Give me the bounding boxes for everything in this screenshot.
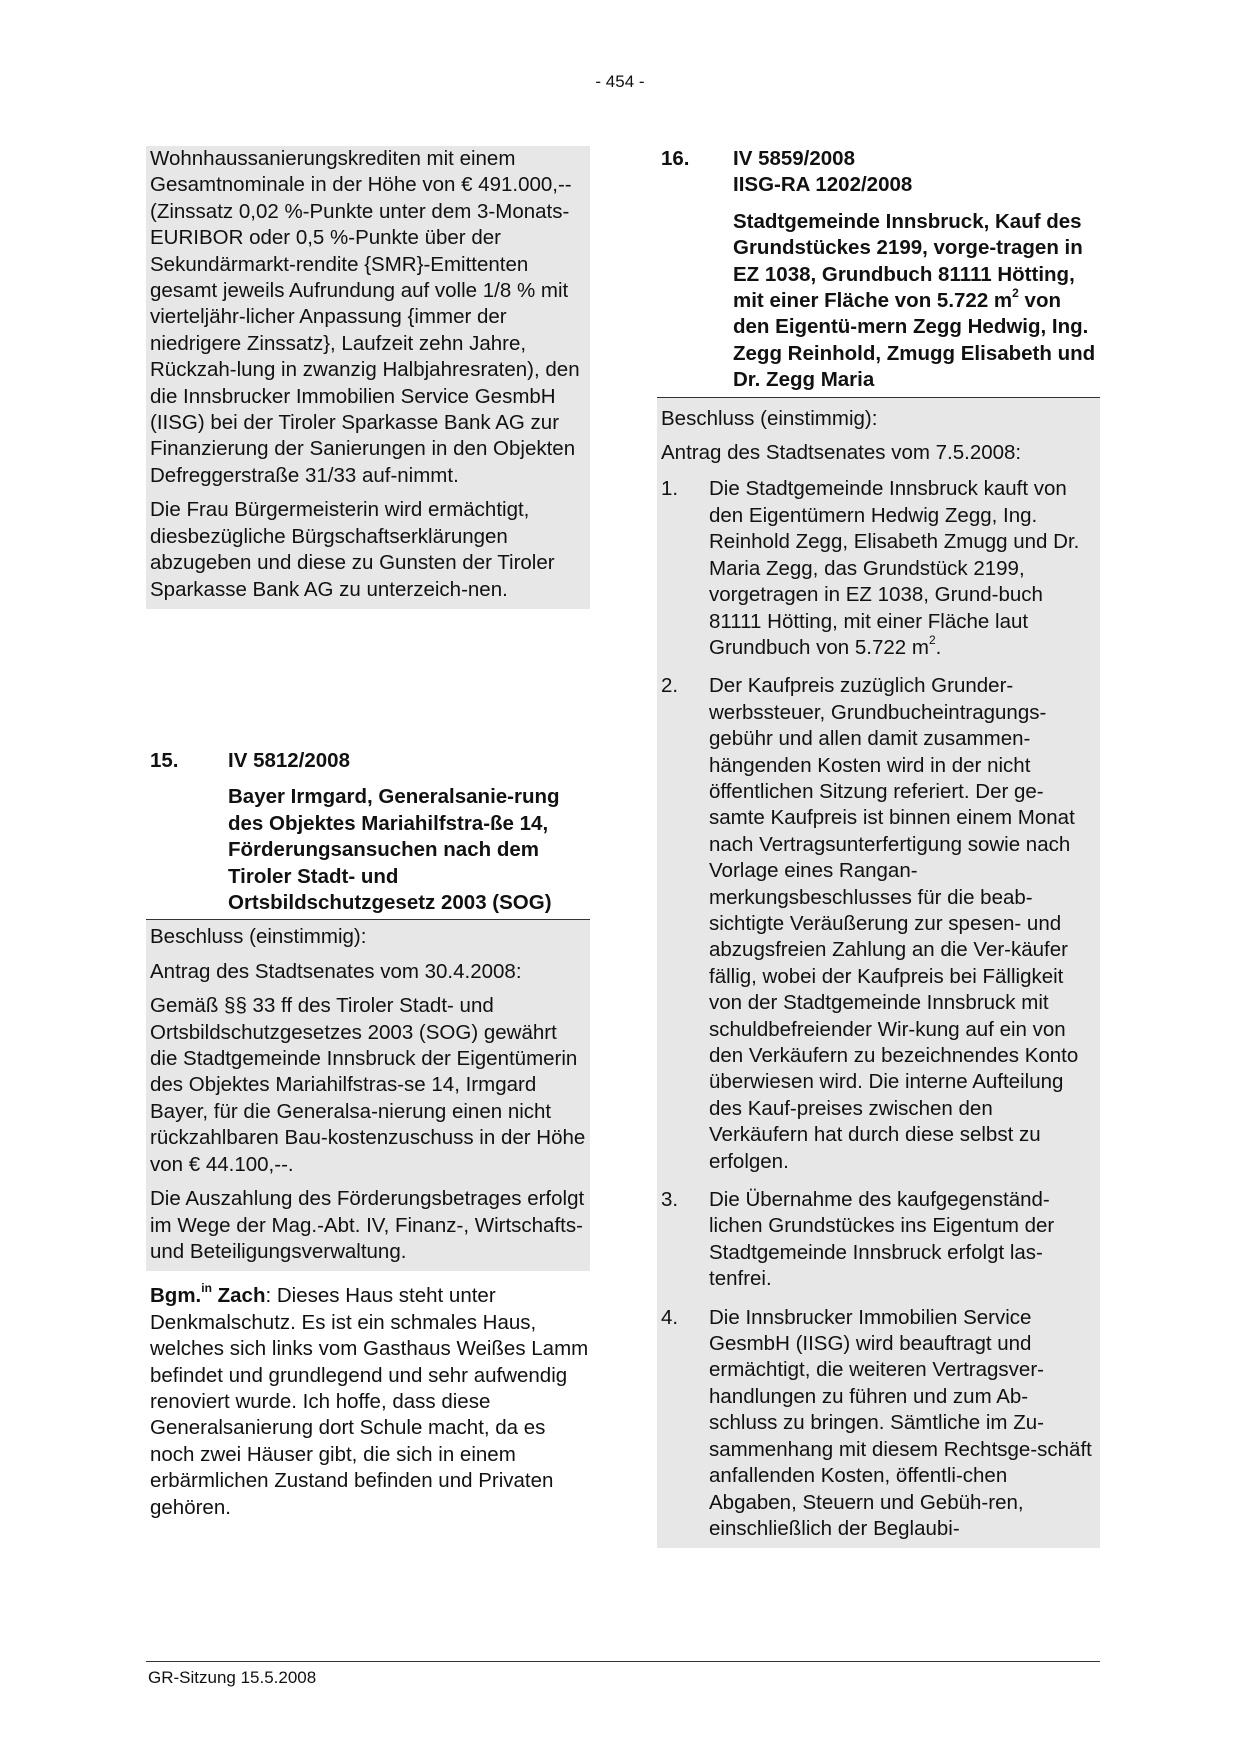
list-item <box>661 673 1096 1175</box>
continuation-paragraph-2: Die Frau Bürgermeisterin wird ermächtigt, diesbezügliche Bürgschaftserklärungen abzugeben und diese zu Gunsten der Tiroler Sparkasse Bank AG zu unterzeich-nen. <box>150 498 555 601</box>
point-sup: 2 <box>928 633 936 648</box>
list-item <box>661 1187 1096 1293</box>
item-15-reference: IV 5812/2008 <box>228 749 350 772</box>
item-15-number: 15. <box>150 749 179 772</box>
continuation-paragraph-1: Wohnhaussanierungskrediten mit einem Gesamtnominale in der Höhe von € 491.000,-- (Zinssatz 0,02 %-Punkte unter dem 3-Monats-EURIBOR oder 0,5 %-Punkte über der Sekundärmarkt-rendite {SMR}-Emittenten gesamt jeweils Aufrundung auf volle 1/8 % mit vierteljähr-licher Anpassung {immer der niedrigere Zinssatz}, Laufzeit zehn Jahre, Rückzah-lung in zwanzig Halbjahresraten), den die Innsbrucker Immobilien Service GesmbH (IISG) bei der Tiroler Sparkasse Bank AG zur Finanzierung der Sanierungen in den Objekten Defreggerstraße 31/33 auf-nimmt. <box>150 147 580 487</box>
continuation-block <box>146 146 590 609</box>
point-text: Die Stadtgemeinde Innsbruck kauft von den Eigentümern Hedwig Zegg, Ing. Reinhold Zegg, Elisabeth Zmugg und Dr. Maria Zegg, das Grundstück 2199, vorgetragen in EZ 1038, Grund-buch 81111 Hötting, mit einer Fläche laut Grundbuch von 5.722 m <box>709 477 1080 659</box>
speaker-name: Zach <box>217 1284 266 1308</box>
item-16-title-part-1: Stadtgemeinde Innsbruck, Kauf des Grundstückes 2199, vorge-tragen in EZ 1038, Grundbuch 81111 Hötting, mit einer Fläche von 5.722 m <box>733 209 1083 313</box>
left-column <box>146 146 590 609</box>
point-text: Der Kaufpreis zuzüglich Grunder-werbssteuer, Grundbucheintragungs-gebühr und allen damit zusammen-hängenden Kosten wird in der nicht öffentlichen Sitzung referiert. Der ge-samte Kaufpreis ist binnen einem Monat nach Vertragsunterfertigung sowie nach Vorlage eines Rangan-merkungsbeschlusses für die beab-sichtigte Veräußerung zur spesen- und abzugsfreien Zahlung an die Ver-käufer fällig, wobei der Kaufpreis bei Fälligkeit von der Stadtgemeinde Innsbruck mit schuldbefreiender Wir-kung auf ein von den Verkäufern zu bezeichnendes Konto überwiesen wird. Die interne Aufteilung des Kauf-preises zwischen den Verkäufern hat durch diese selbst zu erfolgen. <box>709 674 1079 1173</box>
page-number: - 454 - <box>595 72 645 91</box>
item-16-decision-block <box>657 398 1100 1549</box>
item-16-motion: Antrag des Stadtsenates vom 7.5.2008: <box>661 441 1022 465</box>
item-16-reference-1: IV 5859/2008 <box>733 147 855 170</box>
item-15-decision-block <box>146 920 590 1271</box>
point-text: Die Innsbrucker Immobilien Service GesmbH (IISG) wird beauftragt und ermächtigt, die weiteren Vertragsver-handlungen zu führen und zum Ab-schluss zu bringen. Sämtliche im Zu-sammenhang mit diesem Rechtsge-schäft anfallenden Kosten, öffentli-chen Abgaben, Steuern und Gebüh-ren, einschließlich der Beglaubi- <box>709 1305 1092 1540</box>
item-16-title <box>733 209 1100 394</box>
item-15-heading <box>146 748 590 916</box>
point-number: 4. <box>661 1305 679 1329</box>
item-16-decision: Beschluss (einstimmig): <box>661 406 878 430</box>
footer-text: GR-Sitzung 15.5.2008 <box>148 1668 317 1687</box>
mayor-statement <box>146 1283 590 1521</box>
point-text: Die Übernahme des kaufgegenständ-lichen Grundstückes ins Eigentum der Stadtgemeinde Innsbruck erfolgt las-tenfrei. <box>709 1188 1055 1291</box>
point-number: 2. <box>661 674 679 698</box>
item-15-paragraph-1: Gemäß §§ 33 ff des Tiroler Stadt- und Ortsbildschutzgesetzes 2003 (SOG) gewährt die Stadtgemeinde Innsbruck der Eigentümerin des Objektes Mariahilfstras-se 14, Irmgard Bayer, für die Generalsa-nierung einen nicht rückzahlbaren Bau-kostenzuschuss in der Höhe von € 44.100,--. <box>150 994 586 1176</box>
item-15-title: Bayer Irmgard, Generalsanie-rung des Objektes Mariahilfstra-ße 14, Förderungsansuchen nach dem Tiroler Stadt- und Ortsbildschutzgesetz 2003 (SOG) <box>228 785 560 915</box>
item-15-motion: Antrag des Stadtsenates vom 30.4.2008: <box>150 959 522 983</box>
statement-text: : Dieses Haus steht unter Denkmalschutz. Es ist ein schmales Haus, welches sich links vom Gasthaus Weißes Lamm befindet und grundlegend und sehr aufwendig renoviert wurde. Ich hoffe, dass diese Generalsanierung dort Schule macht, da es noch zwei Häuser gibt, die sich in einem erbärmlichen Zustand befinden und Privaten gehören. <box>150 1284 589 1519</box>
speaker-title-sup: in <box>201 1281 212 1296</box>
item-16-heading <box>657 146 1100 394</box>
footer-rule <box>146 1661 1100 1662</box>
item-16 <box>657 146 1100 1548</box>
point-tail: . <box>935 635 942 659</box>
item-16-number: 16. <box>661 147 690 170</box>
list-item <box>661 1305 1096 1543</box>
item-16-reference-2: IISG-RA 1202/2008 <box>733 173 913 197</box>
item-16-title-part-2: von den Eigentü-mern Zegg Hedwig, Ing. Zegg Reinhold, Zmugg Elisabeth und Dr. Zegg Maria <box>733 289 1096 392</box>
item-15-paragraph-2: Die Auszahlung des Förderungsbetrages erfolgt im Wege der Mag.-Abt. IV, Finanz-, Wirtschafts- und Beteiligungsverwaltung. <box>150 1187 585 1263</box>
point-number: 3. <box>661 1188 679 1212</box>
point-number: 1. <box>661 477 679 501</box>
list-item <box>661 476 1096 661</box>
item-15 <box>146 748 590 1521</box>
speaker-title: Bgm. <box>150 1284 202 1308</box>
item-16-title-sup: 2 <box>1012 286 1019 301</box>
item-16-points <box>661 476 1096 1542</box>
item-15-decision: Beschluss (einstimmig): <box>150 925 367 949</box>
